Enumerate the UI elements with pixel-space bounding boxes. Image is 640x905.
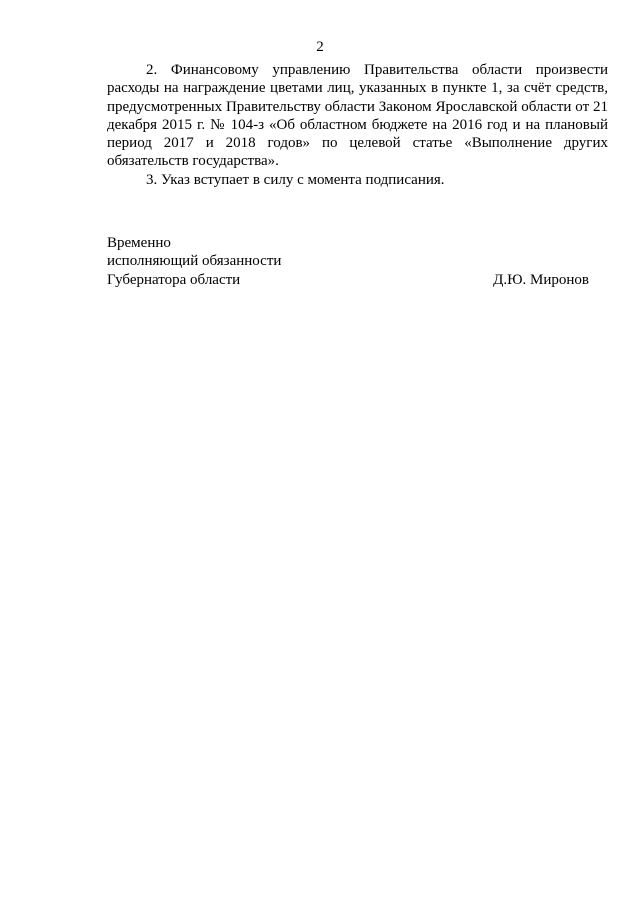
paragraph-2: 2. Финансовому управлению Правительства области произвести расходы на награждение цветами лиц, указанных в пункте 1, за счёт средств, предусмотренных Правительству области Законом Ярославской области от 21 декабря 2015 г. № 104-з «Об областном бюджете на 2016 год и на плановый период 2017 и 2018 годов» по целевой статье «Выполнение других обязательств государства». — [107, 62, 608, 170]
signatory-title-line-1: Временно — [107, 235, 171, 251]
signature-block — [107, 234, 608, 289]
signature-row — [107, 271, 608, 289]
signatory-title-line-2: исполняющий обязанности — [107, 253, 282, 270]
signatory-name: Д.Ю. Миронов — [493, 271, 589, 288]
page-number: 2 — [316, 39, 324, 55]
signatory-title-line-3: Губернатора области — [107, 271, 241, 288]
document-body — [107, 61, 608, 189]
paragraph-3: 3. Указ вступает в силу с момента подписания. — [146, 171, 445, 188]
